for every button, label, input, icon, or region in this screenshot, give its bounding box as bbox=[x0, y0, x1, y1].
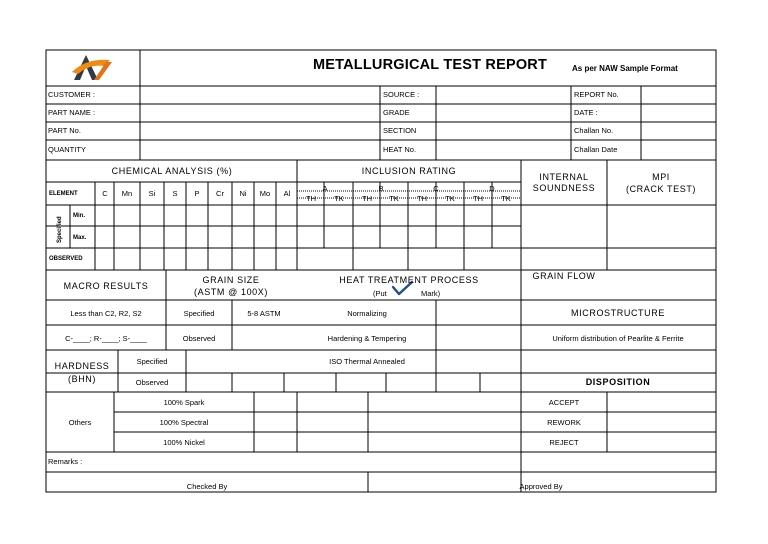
microstructure-title: MICROSTRUCTURE bbox=[571, 308, 665, 318]
format-note: As per NAW Sample Format bbox=[572, 64, 678, 73]
process-normalizing: Normalizing bbox=[347, 309, 387, 318]
element-p: P bbox=[194, 189, 200, 198]
remarks-label: Remarks : bbox=[48, 457, 83, 466]
inclusion-sub: TK bbox=[389, 194, 399, 203]
hardness-specified-label: Specified bbox=[136, 357, 168, 366]
hardness-title: HARDNESS bbox=[54, 361, 110, 371]
label-heat-no: HEAT No. bbox=[383, 145, 417, 154]
element-al: Al bbox=[283, 189, 291, 198]
grain-flow-label: GRAIN FLOW bbox=[532, 271, 596, 281]
element-label: ELEMENT bbox=[49, 191, 78, 197]
hardness-observed-label: Observed bbox=[135, 378, 169, 387]
process-iso-annealed: ISO Thermal Annealed bbox=[329, 357, 405, 366]
heat-treatment-put: (Put bbox=[373, 289, 387, 298]
element-c: C bbox=[102, 189, 108, 198]
mpi-label: MPI bbox=[652, 172, 670, 182]
process-hardening: Hardening & Tempering bbox=[327, 334, 407, 343]
inclusion-sub: TH bbox=[306, 194, 316, 203]
element-s: S bbox=[172, 189, 178, 198]
disposition-reject: REJECT bbox=[549, 438, 579, 447]
inclusion-sub: TH bbox=[473, 194, 483, 203]
element-ni: Ni bbox=[239, 189, 247, 198]
inclusion-rating-title: INCLUSION RATING bbox=[361, 166, 457, 176]
observed-label: OBSERVED bbox=[49, 256, 83, 262]
macro-row-1: Less than C2, R2, S2 bbox=[70, 309, 142, 318]
max-label: Max. bbox=[73, 235, 87, 241]
label-report-no: REPORT No. bbox=[574, 90, 619, 99]
checked-by-label: Checked By bbox=[186, 482, 228, 491]
label-grade: GRADE bbox=[383, 108, 410, 117]
specified-label: Specified bbox=[57, 216, 63, 243]
label-part-name: PART NAME : bbox=[48, 108, 96, 117]
inclusion-sub: TH bbox=[417, 194, 427, 203]
inclusion-group-b: B bbox=[378, 184, 384, 193]
label-source: SOURCE : bbox=[383, 90, 420, 99]
mpi-sub-label: (CRACK TEST) bbox=[625, 184, 697, 194]
chemical-analysis-title: CHEMICAL ANALYSIS (%) bbox=[111, 166, 233, 176]
element-mo: Mo bbox=[259, 189, 271, 198]
inclusion-sub: TH bbox=[362, 194, 372, 203]
inclusion-group-d: D bbox=[489, 184, 495, 193]
element-cr: Cr bbox=[216, 189, 224, 198]
disposition-accept: ACCEPT bbox=[548, 398, 580, 407]
label-quantity: QUANTITY bbox=[48, 145, 86, 154]
element-si: Si bbox=[148, 189, 156, 198]
label-section: SECTION bbox=[383, 126, 417, 135]
inclusion-sub: TK bbox=[334, 194, 344, 203]
others-spectral: 100% Spectral bbox=[159, 418, 209, 427]
others-label: Others bbox=[68, 418, 92, 427]
heat-treatment-title: HEAT TREATMENT PROCESS bbox=[339, 275, 479, 285]
element-mn: Mn bbox=[121, 189, 133, 198]
grain-size-sub: (ASTM @ 100X) bbox=[194, 287, 268, 297]
min-label: Min. bbox=[73, 213, 85, 219]
av-logo-icon bbox=[72, 55, 112, 80]
grain-observed-label: Observed bbox=[182, 334, 216, 343]
hardness-sub: (BHN) bbox=[68, 374, 96, 384]
inclusion-sub: TK bbox=[445, 194, 455, 203]
label-challan-date: Challan Date bbox=[574, 145, 618, 154]
grain-specified-label: Specified bbox=[183, 309, 215, 318]
heat-treatment-mark: Mark) bbox=[421, 289, 441, 298]
approved-by-label: Approved By bbox=[519, 482, 563, 491]
report-title: METALLURGICAL TEST REPORT bbox=[313, 57, 548, 73]
inclusion-group-a: A bbox=[322, 184, 328, 193]
others-nickel: 100% Nickel bbox=[163, 438, 205, 447]
label-challan-no: Challan No. bbox=[574, 126, 614, 135]
inclusion-sub: TK bbox=[501, 194, 511, 203]
microstructure-value: Uniform distribution of Pearlite & Ferrite bbox=[552, 334, 684, 343]
label-customer: CUSTOMER : bbox=[48, 90, 95, 99]
macro-row-2: C-____; R-____; S-____ bbox=[65, 334, 147, 343]
grain-size-title: GRAIN SIZE bbox=[202, 275, 260, 285]
others-spark: 100% Spark bbox=[163, 398, 205, 407]
label-part-no: PART No. bbox=[48, 126, 81, 135]
internal-soundness-label: INTERNAL SOUNDNESS bbox=[532, 172, 596, 193]
label-date: DATE : bbox=[574, 108, 598, 117]
disposition-title: DISPOSITION bbox=[585, 377, 651, 387]
disposition-rework: REWORK bbox=[547, 418, 581, 427]
inclusion-group-c: C bbox=[433, 184, 439, 193]
macro-results-title: MACRO RESULTS bbox=[63, 281, 149, 291]
grain-specified-value: 5-8 ASTM bbox=[247, 309, 281, 318]
